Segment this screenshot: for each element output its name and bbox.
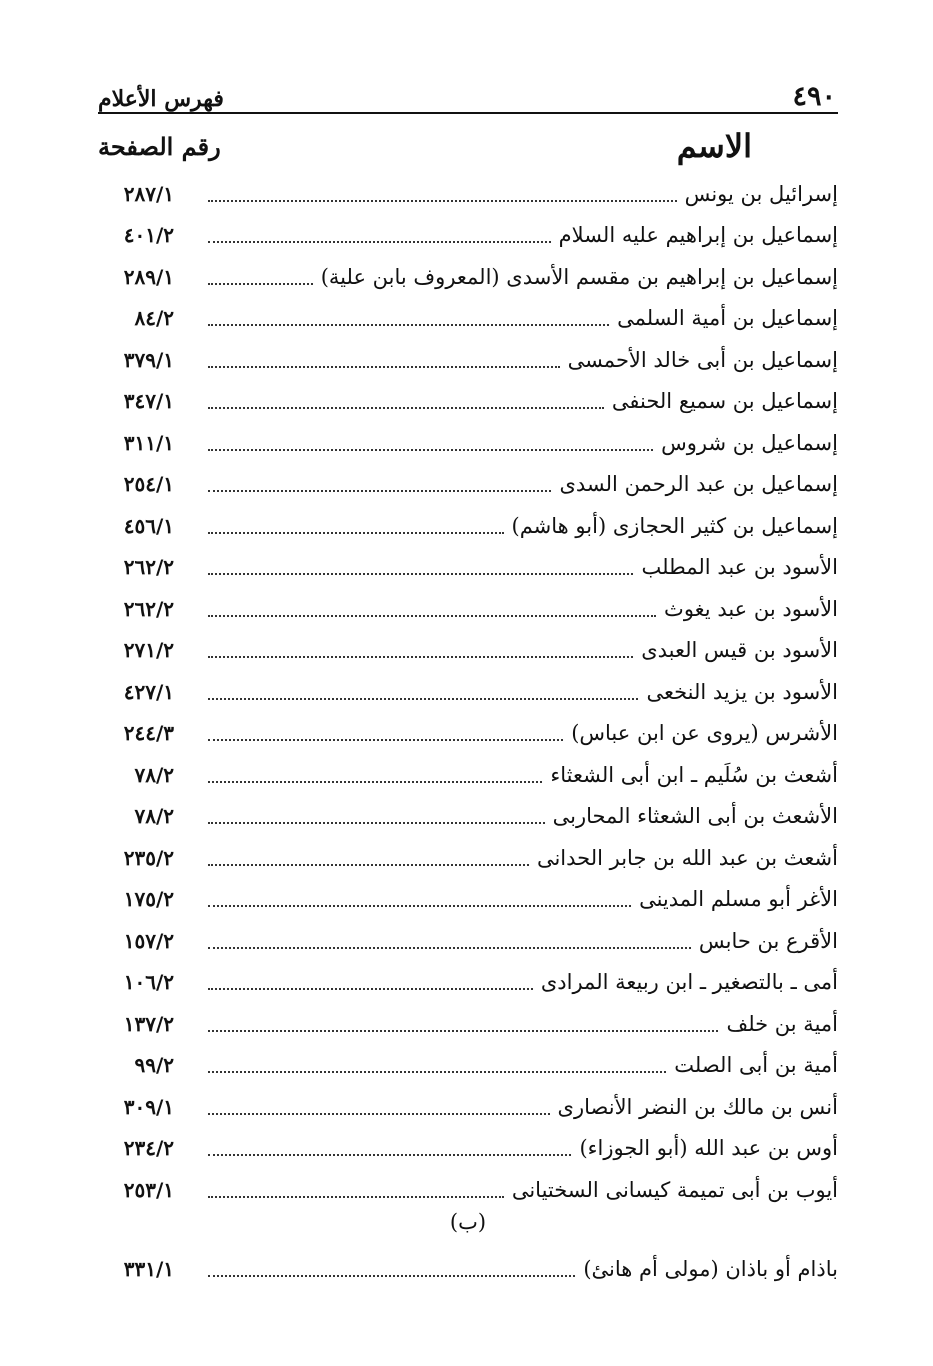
entry-page-ref: ٧٨/٢: [134, 762, 174, 787]
index-entries: [98, 173, 838, 1211]
entry-page-ref: ٢٣٤/٢: [123, 1136, 174, 1161]
dot-leader: [208, 739, 563, 741]
index-entry: [98, 215, 838, 257]
dot-leader: [208, 1030, 718, 1032]
dot-leader: [208, 822, 545, 824]
entry-name: الأشرس (يروى عن ابن عباس): [571, 721, 838, 746]
entry-page-ref: ٢٤٤/٣: [123, 721, 174, 746]
entry-page-ref: ٨٤/٢: [134, 306, 174, 331]
dot-leader: [208, 905, 631, 907]
entry-name: أشعث بن عبد الله بن جابر الحدانى: [536, 845, 838, 870]
entry-name: أمية بن خلف: [726, 1011, 838, 1036]
index-entry: [98, 256, 838, 298]
index-entry: [98, 1128, 838, 1170]
entry-name: باذام أو باذان (مولى أم هانئ): [583, 1256, 838, 1281]
dot-leader: [208, 324, 609, 326]
dot-leader: [208, 200, 677, 202]
dot-leader: [208, 366, 560, 368]
index-entry: [98, 1169, 838, 1211]
name-column-header: الاسم: [676, 127, 752, 165]
header-rule: [98, 112, 838, 114]
index-entry: [98, 547, 838, 589]
entry-name: الأسود بن عبد المطلب: [641, 555, 838, 580]
entry-page-ref: ٢٧١/٢: [123, 638, 174, 663]
dot-leader: [208, 449, 653, 451]
dot-leader: [208, 532, 504, 534]
entry-name: أمية بن أبى الصلت: [674, 1053, 838, 1078]
index-entry: [98, 339, 838, 381]
index-entry: [98, 505, 838, 547]
index-entry: [98, 1003, 838, 1045]
entry-page-ref: ١٠٦/٢: [123, 970, 174, 995]
entry-page-ref: ٣٤٧/١: [123, 389, 174, 414]
entry-name: أوس بن عبد الله (أبو الجوزاء): [579, 1136, 838, 1161]
entry-name: أمى ـ بالتصغير ـ ابن ربيعة المرادى: [540, 970, 838, 995]
dot-leader: [208, 241, 551, 243]
entry-name: أيوب بن أبى تميمة كيسانى السختيانى: [511, 1177, 838, 1202]
index-entry: [98, 713, 838, 755]
index-entry: [98, 381, 838, 423]
dot-leader: [208, 1154, 571, 1156]
dot-leader: [208, 1113, 550, 1115]
entry-page-ref: ٣٧٩/١: [123, 347, 174, 372]
running-head: [98, 70, 836, 110]
entry-name: إسماعيل بن أمية السلمى: [617, 306, 838, 331]
entry-page-ref: ٢٨٩/١: [123, 264, 174, 289]
index-entry: [98, 422, 838, 464]
index-entry: [98, 837, 838, 879]
entry-name: الأغر أبو مسلم المدينى: [639, 887, 838, 912]
index-entry: [98, 1086, 838, 1128]
entry-page-ref: ٢٥٤/١: [123, 472, 174, 497]
entry-page-ref: ٢٥٣/١: [123, 1177, 174, 1202]
dot-leader: [208, 407, 604, 409]
dot-leader: [208, 988, 533, 990]
dot-leader: [208, 490, 551, 492]
index-entry: [98, 588, 838, 630]
entry-name: الأسود بن عبد يغوث: [664, 596, 838, 621]
entry-name: إسماعيل بن إبراهيم عليه السلام: [558, 223, 838, 248]
entry-name: إسماعيل بن إبراهيم بن مقسم الأسدى (المعروف بابن علية): [320, 264, 838, 289]
entry-name: الأشعث بن أبى الشعثاء المحاربى: [552, 804, 838, 829]
index-entry: [98, 754, 838, 796]
index-entry: [98, 671, 838, 713]
entry-page-ref: ٢٨٧/١: [123, 181, 174, 206]
index-entry: [98, 1248, 838, 1290]
dot-leader: [208, 781, 542, 783]
dot-leader: [208, 283, 313, 285]
entry-page-ref: ١٣٧/٢: [123, 1011, 174, 1036]
entry-page-ref: ٧٨/٢: [134, 804, 174, 829]
entry-page-ref: ٩٩/٢: [134, 1053, 174, 1078]
dot-leader: [208, 1196, 504, 1198]
entry-page-ref: ٤٢٧/١: [123, 679, 174, 704]
page-number: ٤٩٠: [792, 81, 836, 112]
entry-name: إسماعيل بن سميع الحنفى: [611, 389, 838, 414]
dot-leader: [208, 656, 633, 658]
dot-leader: [208, 615, 656, 617]
entry-name: إسماعيل بن شروس: [661, 430, 838, 455]
index-entry: [98, 920, 838, 962]
page-column-header: رقم الصفحة: [98, 131, 221, 161]
dot-leader: [208, 573, 633, 575]
entry-name: أنس بن مالك بن النضر الأنصارى: [557, 1094, 838, 1119]
entry-page-ref: ٤٥٦/١: [123, 513, 174, 538]
entry-page-ref: ٣١١/١: [123, 430, 174, 455]
dot-leader: [208, 698, 638, 700]
dot-leader: [208, 1071, 666, 1073]
entry-name: الأسود بن قيس العبدى: [641, 638, 838, 663]
dot-leader: [208, 864, 529, 866]
index-entry: [98, 962, 838, 1004]
entry-page-ref: ١٥٧/٢: [123, 928, 174, 953]
index-entry: [98, 879, 838, 921]
entry-name: إسماعيل بن كثير الحجازى (أبو هاشم): [511, 513, 838, 538]
entry-page-ref: ٤٠١/٢: [123, 223, 174, 248]
section-title: فهرس الأعلام: [98, 86, 224, 112]
entry-name: إسماعيل بن أبى خالد الأحمسى: [567, 347, 838, 372]
entry-page-ref: ٢٦٢/٢: [123, 596, 174, 621]
letter-b-entries: [98, 1248, 838, 1290]
entry-page-ref: ٣٠٩/١: [123, 1094, 174, 1119]
column-headers: [98, 123, 752, 169]
entry-page-ref: ٢٣٥/٢: [123, 845, 174, 870]
entry-page-ref: ٢٦٢/٢: [123, 555, 174, 580]
index-entry: [98, 630, 838, 672]
entry-name: أشعث بن سُلَيم ـ ابن أبى الشعثاء: [550, 762, 838, 787]
entry-name: الأقرع بن حابس: [698, 928, 838, 953]
index-entry: [98, 298, 838, 340]
dot-leader: [208, 947, 691, 949]
entry-page-ref: ٣٣١/١: [123, 1256, 174, 1281]
entry-name: إسماعيل بن عبد الرحمن السدى: [559, 472, 838, 497]
index-entry: [98, 1045, 838, 1087]
index-entry: [98, 796, 838, 838]
index-entry: [98, 464, 838, 506]
letter-section-heading: (ب): [449, 1210, 487, 1234]
index-entry: [98, 173, 838, 215]
entry-page-ref: ١٧٥/٢: [123, 887, 174, 912]
entry-name: إسرائيل بن يونس: [684, 181, 838, 206]
dot-leader: [208, 1275, 575, 1277]
entry-name: الأسود بن يزيد النخعى: [646, 679, 838, 704]
